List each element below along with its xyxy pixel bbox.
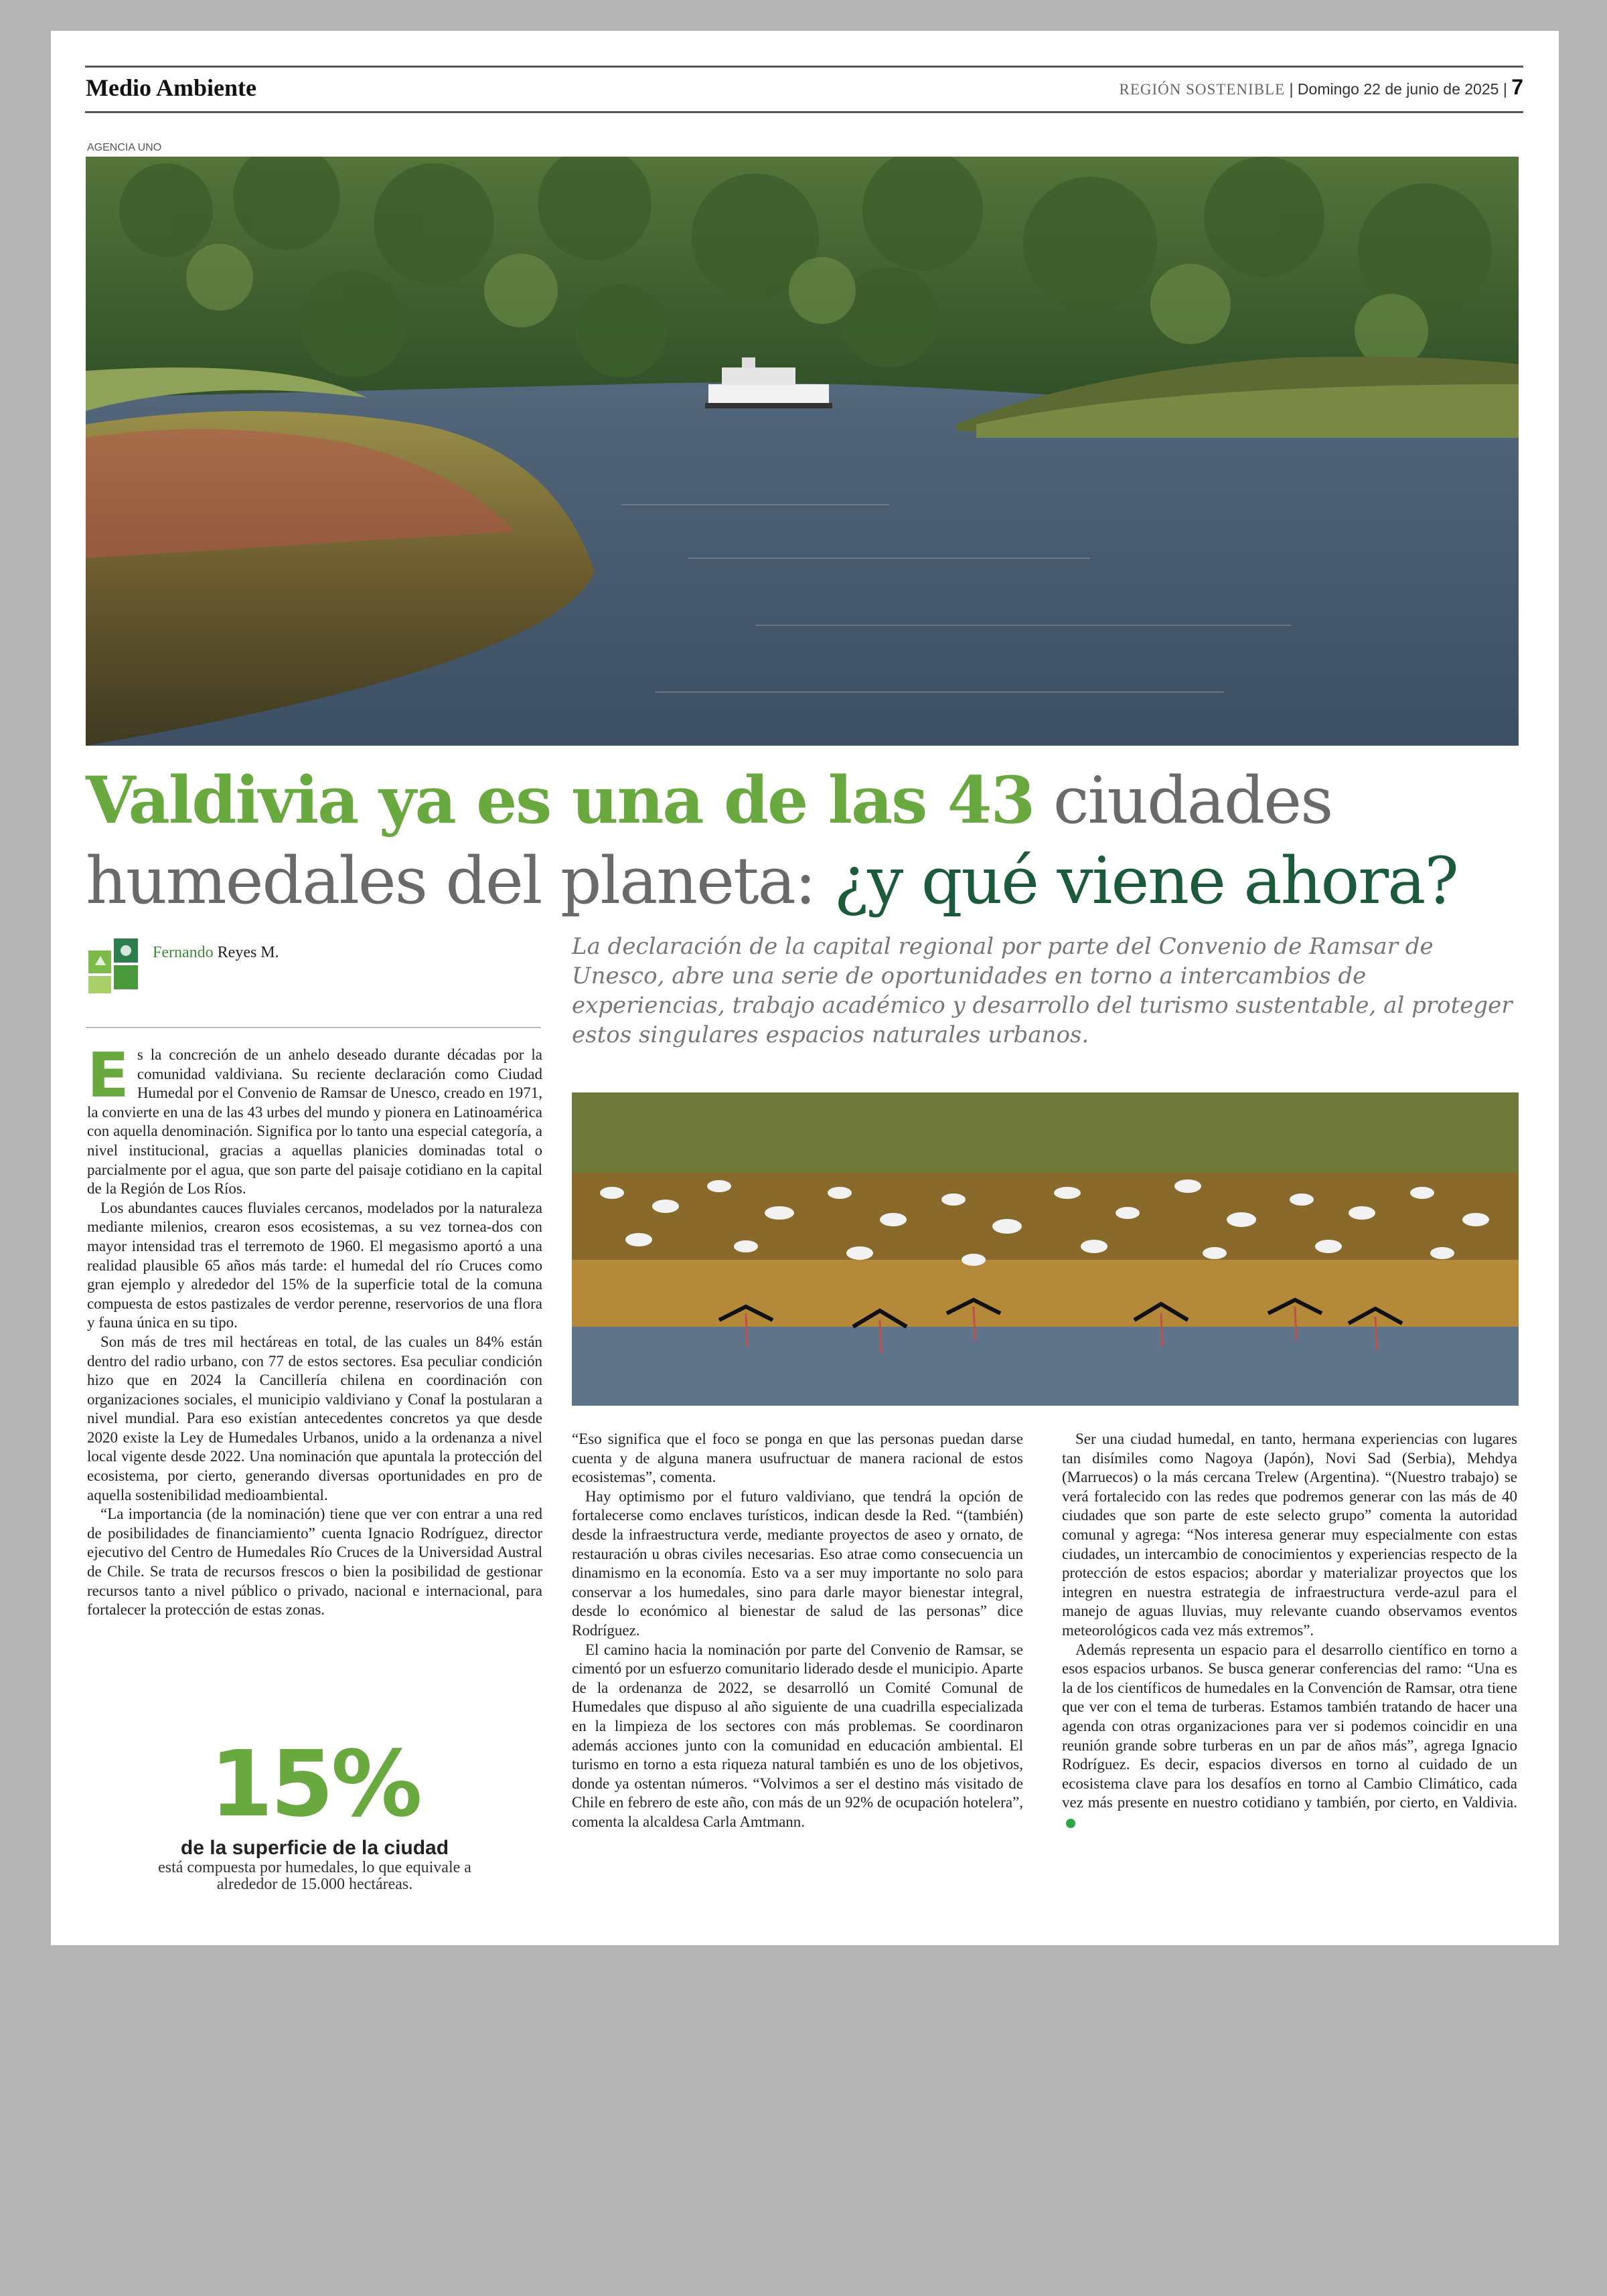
newspaper-page xyxy=(51,31,1559,1945)
paragraph: Ser una ciudad humedal, en tanto, hermana experiencias con lugares tan disímiles como Nagoya (Japón), Novi Sad (Serbia), Mehdya (Marruecos) o la más cercana Trelew (Argentina). “(Nuestro trabajo) se verá fortalecido con las redes que podremos generar con las más de 40 ciudades que son parte de este selecto grupo” comenta la autoridad comunal y agrega: “Nos interesa generar muy especialmente con estas ciudades, un intercambio de conocimientos y experiencias respecto de la protección de estos espacios; abordar y materializar proyectos que los integren en nuestra estrategia de infraestructura verde-azul para el manejo de aguas lluvias, muy relevante cuando observamos eventos meteorológicos cada vez más extremos”. xyxy=(1062,1430,1517,1639)
birds-photo-illustration xyxy=(572,1092,1519,1406)
headline xyxy=(86,760,1525,921)
paragraph: Son más de tres mil hectáreas en total, de las cuales un 84% están dentro del radio urbano, con 77 de estos sectores. Esa peculiar condición hizo que en 2024 la Cancillería chilena en coordinación con organizaciones sociales, el municipio valdiviano y Conaf la postularan a nivel mundial. Para eso existían antecedentes concretos ya que desde 2020 existe la Ley de Humedales Urbanos, unido a la ordenanza a nivel local vigente desde 2022. Una nominación que apuntala la protección del ecosistema, por cierto, generando diversas oportunidades en pro de aquella sostenibilidad medioambiental. xyxy=(87,1333,542,1503)
issue-date: Domingo 22 de junio de 2025 xyxy=(1297,80,1499,98)
region-sostenible-logo-icon xyxy=(87,938,139,993)
paragraph: Es la concreción de un anhelo deseado durante décadas por la comunidad valdiviana. Su reciente declaración como Ciudad Humedal por el Convenio de Ramsar de Unesco, creado en 1971, la convierte en una de las 43 urbes del mundo y pionera en Latinoamérica con aquella denominación. Significa por lo tanto una especial categoría, a nivel institucional, gracias a aquellas planicies dominadas total o parcialmente por el agua, que son parte del paisaje cotidiano en la capital de la Región de Los Ríos. xyxy=(87,1040,542,1198)
article-lead: La declaración de la capital regional por parte del Convenio de Ramsar de Unesco, abre una serie de oportunidades en torno a intercambios de experiencias, trabajo académico y desarrollo del turismo sustentable, al proteger estos singulares espacios naturales urbanos. xyxy=(572,933,1513,1048)
article-column-1 xyxy=(87,1040,542,1620)
section-name: Medio Ambiente xyxy=(86,74,256,101)
paragraph: “Eso significa que el foco se ponga en que las personas puedan darse cuenta y de alguna manera usufructuar de manera racional de estos ecosistemas”, comenta. xyxy=(572,1430,1023,1486)
header-rule-top xyxy=(85,66,1523,68)
article-column-3 xyxy=(1062,1430,1517,1831)
stat-description-line-1: está compuesta por humedales, lo que equivale a xyxy=(158,1859,471,1876)
author-first-name: Fernando xyxy=(153,944,214,961)
author-byline xyxy=(153,944,279,962)
headline-part-3: ¿y qué viene ahora? xyxy=(834,843,1458,918)
paragraph: Hay optimismo por el futuro valdiviano, que tendrá la opción de fortalecerse como enclaves turísticos, indican desde la Red. “(también) desde la infraestructura verde, mediante proyectos de aseo y ornato, de restauración u obras civiles necesarias. Eso atrae como consecuencia un dinamismo en la economía. Esto va a ser muy importante no solo para conservar a los humedales, sino para darle mayor bienestar integral, desde lo económico al bienestar de salud de las personas” dice Rodríguez. xyxy=(572,1487,1023,1639)
photo-credit: AGENCIA UNO xyxy=(87,142,162,153)
end-of-article-icon xyxy=(1066,1819,1075,1828)
supplement-name: REGIÓN SOSTENIBLE xyxy=(1119,81,1286,98)
stat-title: de la superficie de la ciudad xyxy=(180,1837,449,1859)
stat-description-line-2: alrededor de 15.000 hectáreas. xyxy=(216,1876,413,1893)
paragraph: “La importancia (de la nominación) tiene que ver con entrar a una red de posibilidades de financiamiento” cuenta Ignacio Rodríguez, director ejecutivo del Centro de Humedales Río Cruces de la Universidad Austral de Chile. Se trata de recursos frescos o bien la posibilidad de gestionar recursos tanto a nivel público o privado, nacional e internacional, para fortalecer la protección de estas zonas. xyxy=(87,1505,542,1619)
article-column-2 xyxy=(572,1430,1023,1831)
birds-photo xyxy=(572,1092,1519,1406)
stat-callout xyxy=(87,1732,542,1893)
page-number: 7 xyxy=(1511,75,1523,99)
paragraph: El camino hacia la nominación por parte del Convenio de Ramsar, se cimentó por un esfuerzo comunitario liderado desde el municipio. Aparte de la ordenanza de 2022, se desarrolló un Comité Comunal de Humedales que dispuso al año siguiente de una cuadrilla especializada en la limpieza de los sectores con más problemas. Se coordinaron además acciones junto con la comunidad en educación ambiental. El turismo en torno a esta riqueza natural también es uno de los objetivos, donde ya ostentan números. “Volvimos a ser el destino más visitado de Chile en febrero de este año, con más de un 92% de ocupación hotelera”, comenta la alcaldesa Carla Amtmann. xyxy=(572,1641,1023,1830)
paragraph: Además representa un espacio para el desarrollo científico en torno a esos espacios urbanos. Se busca generar conferencias del ramo: “Una es la de los científicos de humedales en la Convención de Ramsar, otra tiene que ver con el tema de turberas. Estamos también tratando de hacer una agenda con otras organizaciones para ver si podemos coincidir en una reunión grande sobre turberas en un par de años más”, agrega Ignacio Rodríguez. Es decir, espacios diversos en torno al cuidado de un ecosistema clave para los desafíos en torno al Cambio Climático, cada vez más presente en nuestro cotidiano y también, por cierto, en Valdivia. xyxy=(1062,1641,1517,1832)
author-last-name: Reyes M. xyxy=(217,944,279,961)
header-rule-bottom xyxy=(85,111,1523,113)
byline-rule xyxy=(86,1027,541,1028)
stat-value: 15% xyxy=(210,1732,420,1837)
header-info: REGIÓN SOSTENIBLE | Domingo 22 de junio de 2025 | 7 xyxy=(1119,75,1523,99)
headline-part-2: ciudades humedales del planeta: xyxy=(86,763,1332,918)
drop-cap: E xyxy=(87,1040,129,1111)
paragraph: Los abundantes cauces fluviales cercanos, modelados por la naturaleza mediante milenios, crearon esos ecosistemas, a su vez tornea-dos con mayor intensidad tras el terremoto de 1960. El megasismo aportó a una realidad plausible 65 años más tarde: el humedal del río Cruces como gran ejemplo y alrededor del 15% de la superficie total de la comuna compuesta de estos pastizales de verdor perenne, reservorios de una flora y fauna única en su tipo. xyxy=(87,1199,542,1331)
river-photo xyxy=(86,157,1519,746)
river-photo-illustration xyxy=(86,157,1519,746)
headline-part-1: Valdivia ya es una de las 43 xyxy=(86,762,1035,838)
